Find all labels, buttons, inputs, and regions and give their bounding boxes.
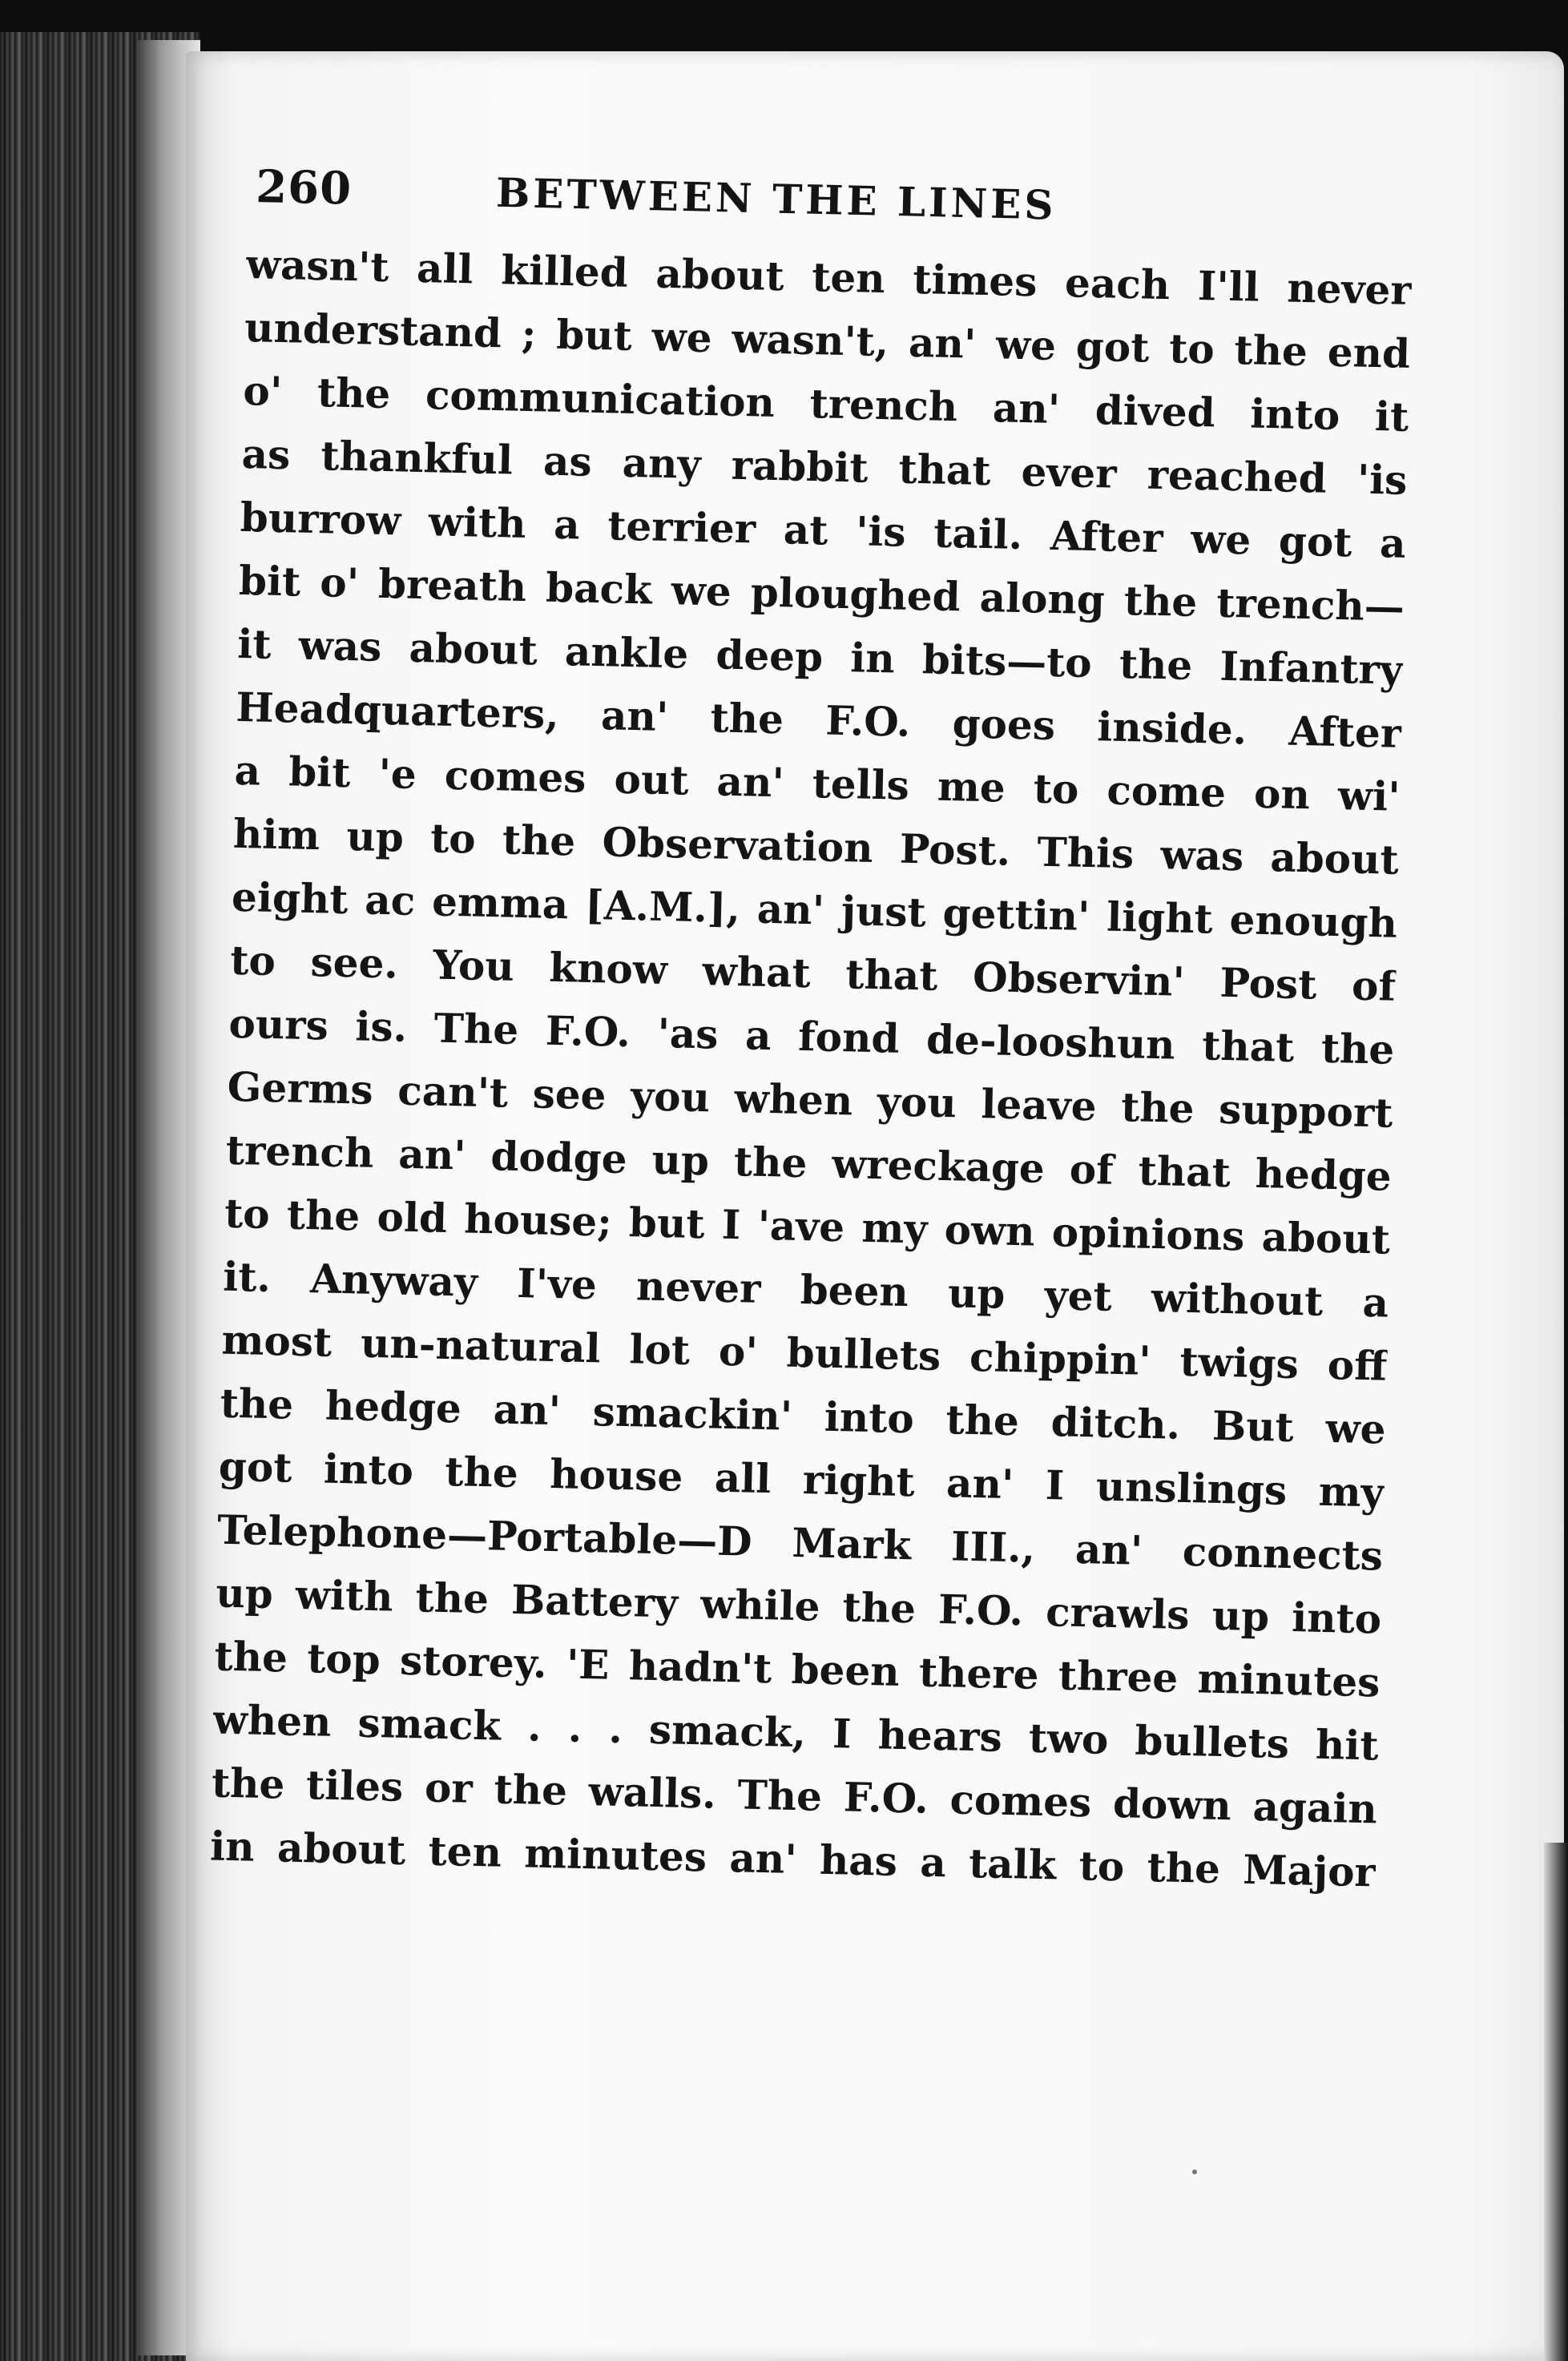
running-head: BETWEEN THE LINES (495, 168, 1058, 229)
text-line: the hedge an' smackin' into the ditch. But we (220, 1379, 1387, 1453)
text-line: Headquarters, an' the F.O. goes inside. After (235, 683, 1402, 757)
page-number: 260 (255, 160, 353, 216)
text-line: wasn't all killed about ten times each I'll never (245, 240, 1413, 314)
text-line: got into the house all right an' I unslings my (218, 1442, 1385, 1517)
text-line: it. Anyway I've never been up yet without a (222, 1252, 1389, 1327)
text-line: the top storey. 'E hadn't been there three minutes (214, 1632, 1381, 1706)
text-line: bit o' breath back we ploughed along the trench— (238, 556, 1405, 631)
text-line: trench an' dodge up the wreckage of that hedge (225, 1126, 1393, 1200)
text-line: as thankful as any rabbit that ever reached 'is (241, 429, 1409, 504)
text-line: when smack . . . smack, I hears two bullets hit (212, 1695, 1380, 1770)
page-right-shadow (1544, 1843, 1568, 2361)
speck-mark (1192, 2170, 1197, 2174)
text-line: understand ; but we wasn't, an' we got to the end (244, 303, 1411, 377)
text-line: it was about ankle deep in bits—to the Infantry (236, 619, 1404, 694)
text-line: the tiles or the walls. The F.O. comes down again (211, 1759, 1378, 1833)
text-line: o' the communication trench an' dived into it (242, 366, 1409, 441)
text-line: burrow with a terrier at 'is tail. After we got a (240, 493, 1407, 567)
body-text (209, 232, 1412, 1904)
text-line: most un-natural lot o' bullets chippin' twigs off (220, 1315, 1388, 1390)
text-line: ours is. The F.O. 'as a fond de-looshun that the (228, 999, 1395, 1074)
text-line: eight ac emma [A.M.], an' just gettin' light enough (231, 872, 1398, 947)
text-line: Germs can't see you when you leave the support (227, 1062, 1394, 1137)
text-line: a bit 'e comes out an' tells me to come on wi' (234, 746, 1401, 820)
text-line: in about ten minutes an' has a talk to the Major (209, 1822, 1377, 1896)
text-line: him up to the Observation Post. This was about (232, 809, 1400, 884)
text-line: to the old house; but I 'ave my own opinions about (224, 1189, 1391, 1263)
text-line: to see. You know what that Observin' Post of (229, 936, 1397, 1010)
text-line: up with the Battery while the F.O. crawls up into (215, 1569, 1382, 1643)
text-line: Telephone—Portable—D Mark III., an' connects (216, 1505, 1384, 1580)
